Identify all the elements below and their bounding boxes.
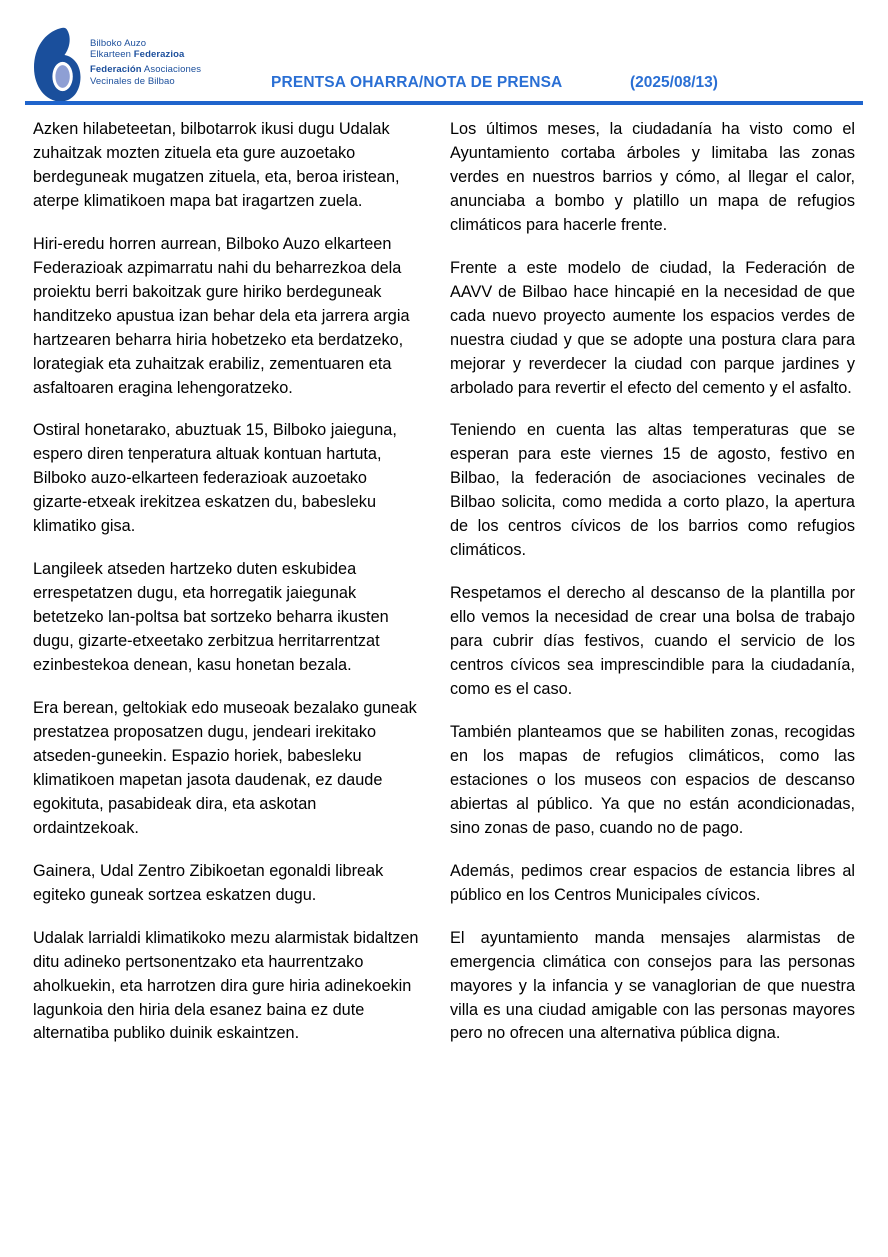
document-header [0, 0, 888, 108]
droplet-logo-icon [30, 26, 82, 104]
header-divider [25, 101, 863, 105]
logo-line-4: Vecinales de Bilbao [90, 75, 175, 87]
organization-logo [30, 26, 201, 104]
paragraph: Teniendo en cuenta las altas temperaturas que se esperan para este viernes 15 de agosto, festivo en Bilbao, la federación de asociaciones vecinales de Bilbao solicita, como medida a corto plazo, la apertura de los centros cívicos de los barrios como refugios climáticos. [450, 421, 855, 560]
paragraph: Azken hilabeteetan, bilbotarrok ikusi dugu Udalak zuhaitzak mozten zituela eta gure auzoetako berdeguneak mugatzen zituela, eta, beroa iristean, aterpe klimatikoen mapa bat iragartzen zuela. [33, 120, 400, 210]
paragraph: Además, pedimos crear espacios de estancia libres al público en los Centros Municipales cívicos. [450, 861, 855, 904]
paragraph: También planteamos que se habiliten zonas, recogidas en los mapas de refugios climáticos, como las estaciones o los museos con espacios de descanso abiertas al público. Ya que no están acondicionadas, sino zonas de paso, cuando no de pago. [450, 722, 855, 837]
paragraph: Respetamos el derecho al descanso de la plantilla por ello vemos la necesidad de crear una bolsa de trabajo para cubrir días festivos, cuando el servicio de los centros cívicos sea imprescindible para la ciudadanía, como es el caso. [450, 584, 855, 699]
publication-date: (2025/08/13) [630, 74, 718, 91]
logo-line-1: Bilboko Auzo [90, 38, 147, 49]
paragraph: Ostiral honetarako, abuztuak 15, Bilboko jaieguna, espero diren tenperatura altuak kontuan hartuta, Bilboko auzo-elkarteen federazioak auzoetako gizarte-etxeak irekitzea eskatzen du, babesleku klimatiko gisa. [33, 421, 397, 536]
paragraph: Era berean, geltokiak edo museoak bezalako guneak prestatzea proposatzen dugu, jendeari irekitako atseden-guneekin. Espazio horiek, babesleku klimatikoen mapetan jasota daudenak, ez daude egokituta, pasabideak dira, eta askotan ordaintzekoak. [33, 699, 417, 837]
paragraph: Frente a este modelo de ciudad, la Federación de AAVV de Bilbao hace hincapié en la necesidad de que cada nuevo proyecto aumente los espacios verdes de nuestra ciudad y que se adopte una postura clara para mejorar y reverdecer la ciudad con parque jardines y arbolado para revertir el efecto del cemento y el asfalto. [450, 258, 855, 397]
paragraph: Udalak larrialdi klimatikoko mezu alarmistak bidaltzen ditu adineko pertsonentzako eta haurrentzako aholkuekin, eta harrotzen dira gure hiria adinekoekin lagunkoia den hiria dela esanez baina ez dute alternatiba publiko duinik eskaintzen. [33, 928, 419, 1043]
paragraph: Hiri-eredu horren aurrean, Bilboko Auzo elkarteen Federazioak azpimarratu nahi du beharrezkoa dela proiektu berri bakoitzak gure hiriko berdeguneak handitzeko apustua izan behar dela eta jarrera argia hartzearen beharra hiria hobetzeko eta berdatzeko, lorategiak eta zuhaitzak erabiliz, zementuaren eta asfaltoaren eragina lehengoratzeko. [33, 234, 410, 397]
page-title: PRENTSA OHARRA/NOTA DE PRENSA [271, 74, 563, 91]
column-spanish [434, 118, 888, 1046]
paragraph: Langileek atseden hartzeko duten eskubidea errespetatzen dugu, eta horregatik jaiegunak betetzeko lan-poltsa bat sortzeko beharra ikusten dugu, gizarte-etxeetako zerbitzua herritarrentzat ezinbestekoa denean, kasu honetan bezala. [33, 560, 389, 675]
body-columns [0, 118, 888, 1046]
paragraph: El ayuntamiento manda mensajes alarmistas de emergencia climática con consejos para las personas mayores y la infancia y se vanaglorian de que nuestra villa es una ciudad amigable con las personas mayores pero no ofrecen una alternativa pública digna. [450, 928, 855, 1043]
logo-line-3: Federación Asociaciones [90, 64, 202, 76]
logo-line-2: Elkarteen Federazioa [90, 49, 185, 61]
paragraph: Los últimos meses, la ciudadanía ha visto como el Ayuntamiento cortaba árboles y limitaba las zonas verdes en nuestros barrios y cómo, al llegar el calor, anunciaba a bombo y platillo un mapa de refugios climáticos para hacerle frente. [450, 120, 855, 234]
logo-wordmark [90, 26, 201, 87]
column-basque [0, 118, 434, 1046]
paragraph: Gainera, Udal Zentro Zibikoetan egonaldi libreak egiteko guneak sortzea eskatzen dugu. [33, 861, 384, 904]
